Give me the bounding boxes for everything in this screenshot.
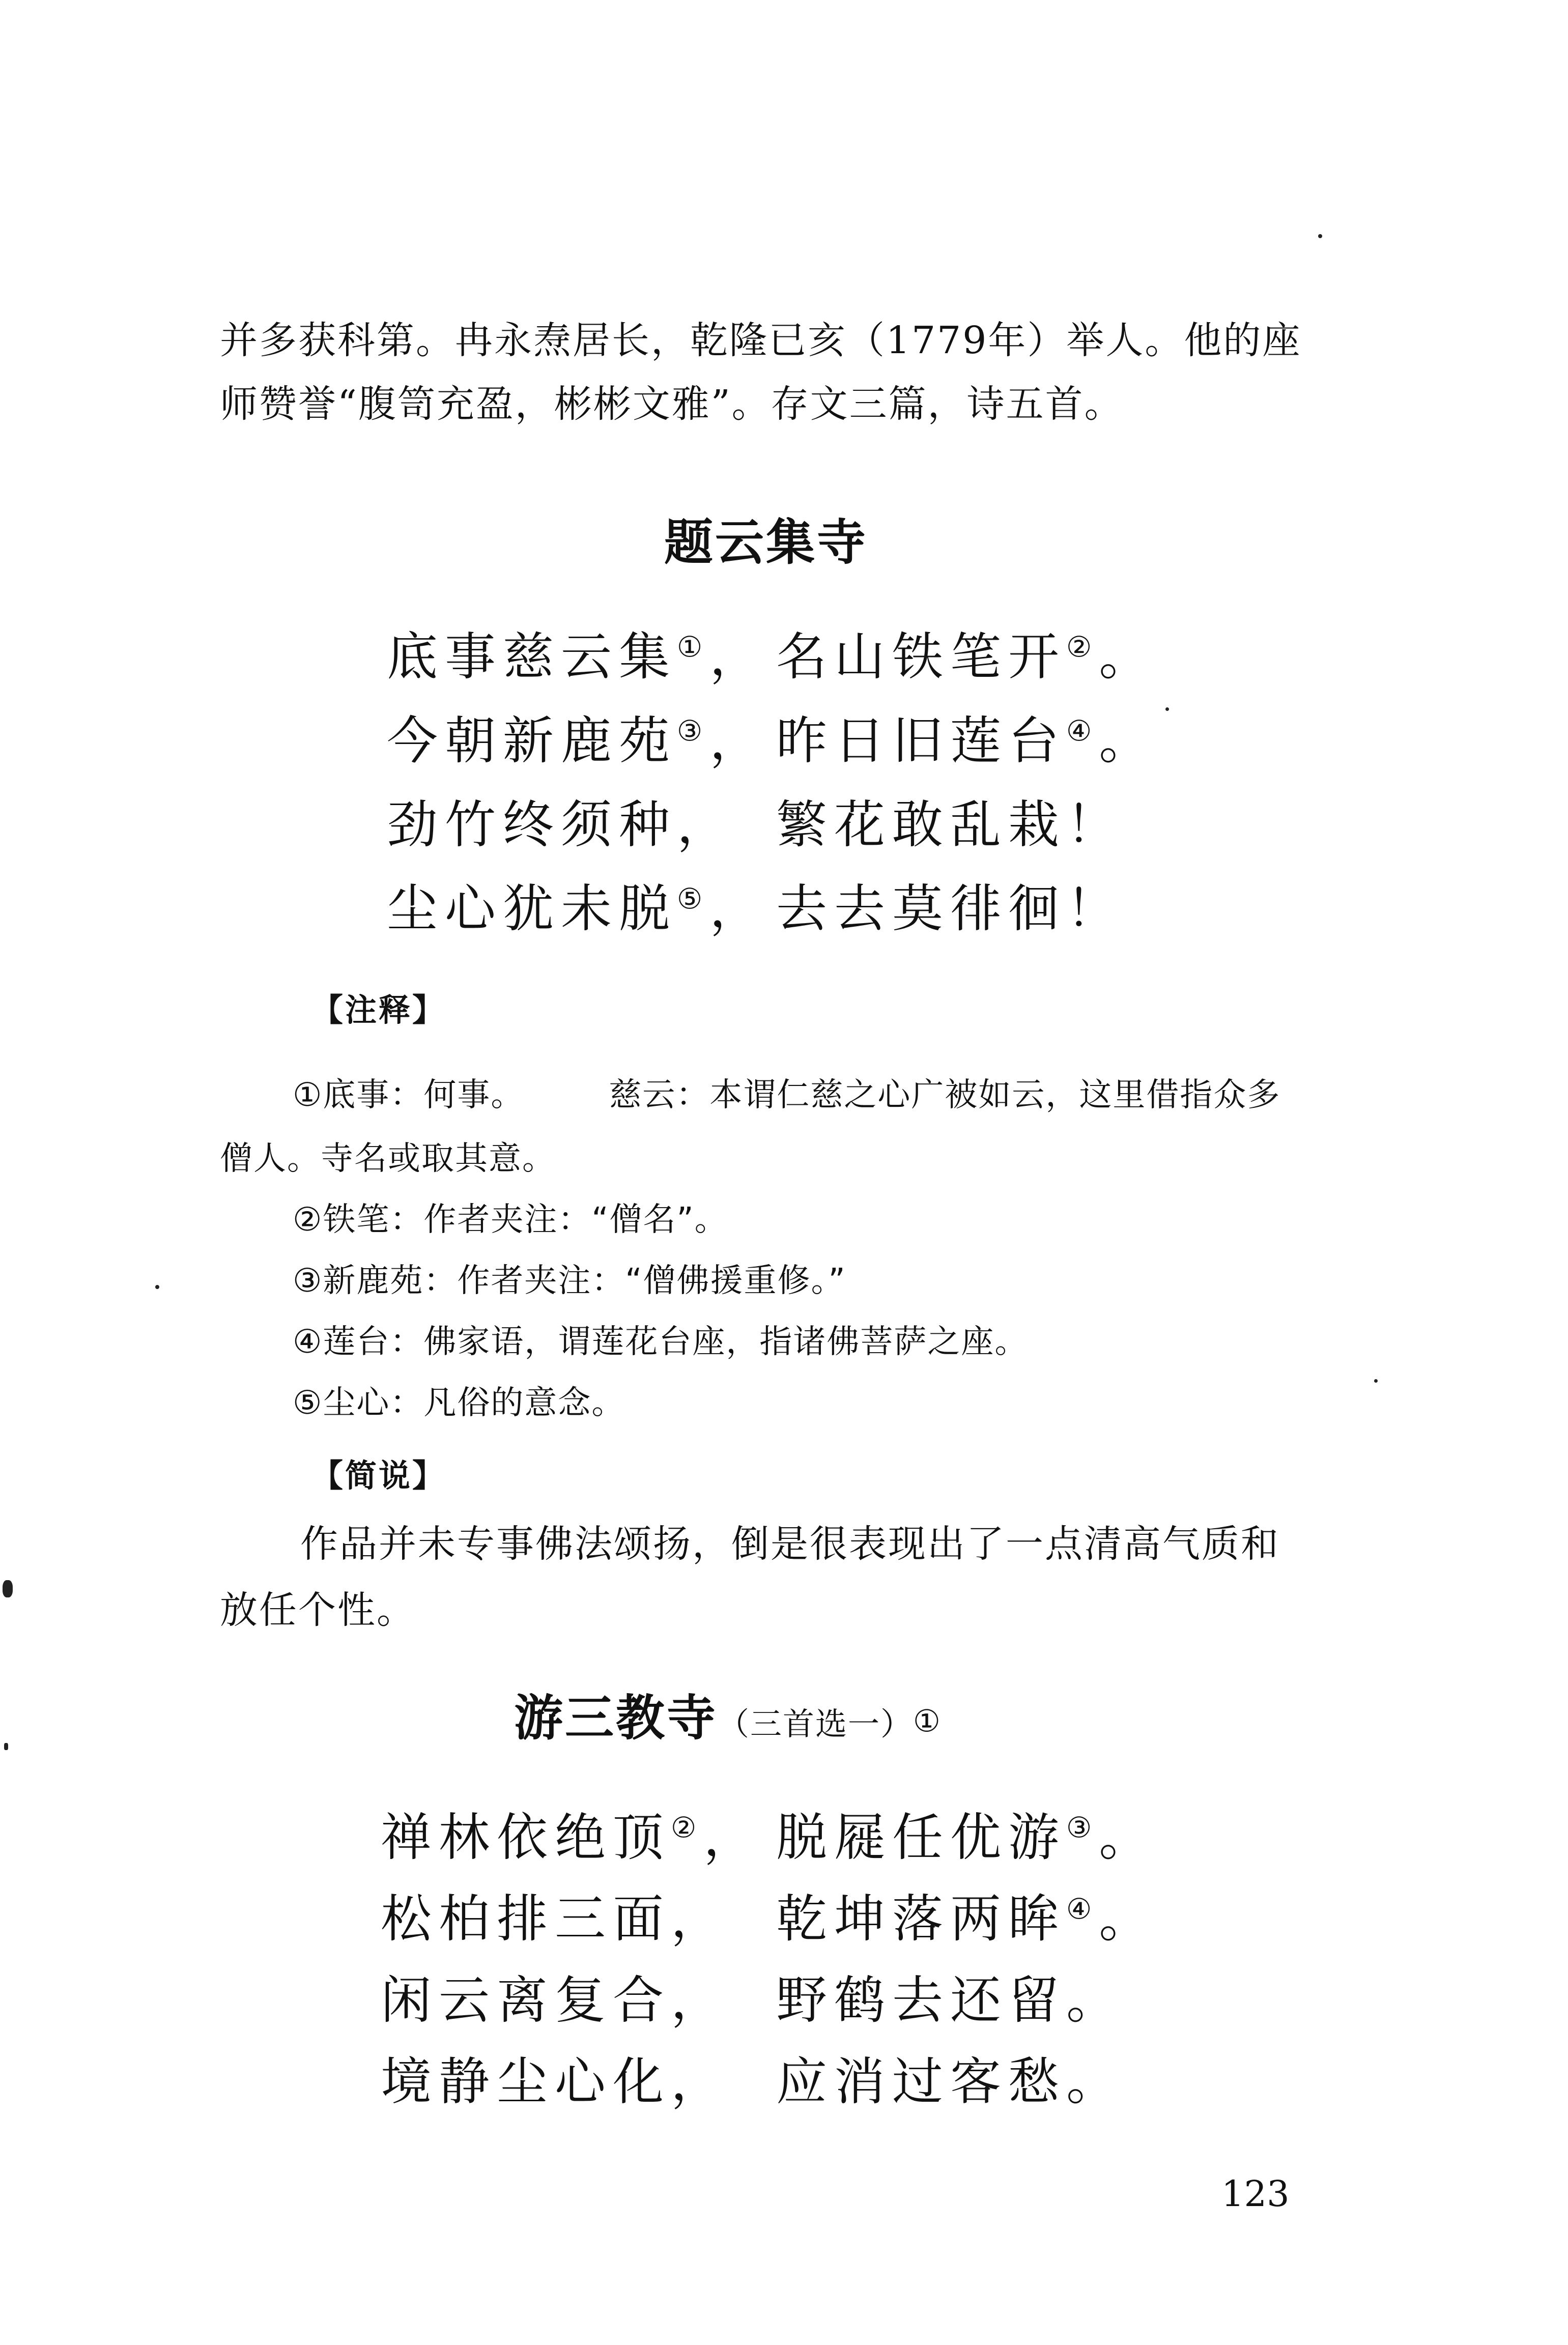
poem2-line2-left: 松柏排三面: [381, 1889, 671, 1949]
end-punct: 。: [1099, 627, 1157, 687]
note-3: ③新鹿苑：作者夹注：“僧佛援重修。”: [293, 1262, 846, 1300]
poem1-line-3-right: [776, 784, 1124, 857]
poem1-line1-left: 底事慈云集: [387, 627, 677, 687]
poem1-line4-right: 去去莫徘徊: [776, 879, 1066, 938]
comma: ，: [709, 711, 768, 770]
poem2-line3-left: 闲云离复合: [381, 1970, 671, 2030]
footnote-marker: ③: [1066, 1811, 1099, 1845]
end-punct: 。: [1099, 711, 1157, 770]
comma: ，: [671, 2052, 729, 2111]
poem1-line-2: [387, 700, 767, 773]
footnote-marker: ⑤: [677, 882, 710, 916]
footnote-marker: ④: [1066, 1893, 1099, 1926]
poem2-title: 游三教寺: [514, 1690, 718, 1747]
poem2-line-3-right: [776, 1959, 1124, 2033]
footnote-marker: ②: [671, 1811, 704, 1845]
poem2-line-3: [381, 1959, 729, 2033]
end-punct: 。: [1099, 1889, 1157, 1949]
poem2-line-2-right: [776, 1878, 1157, 1951]
comma: ，: [671, 1889, 729, 1949]
scan-speck: [155, 1285, 159, 1289]
note-1-cont: 僧人。寺名或取其意。: [220, 1140, 556, 1178]
comma: ，: [677, 795, 735, 854]
poem2-line2-right: 乾坤落两眸: [776, 1889, 1066, 1949]
end-punct: 。: [1066, 2052, 1124, 2111]
commentary-line-2: 放任个性。: [220, 1588, 416, 1632]
comma: ，: [709, 879, 768, 938]
poem1-line3-right: 繁花敢乱栽: [776, 795, 1066, 854]
note-1: ①底事：何事。 慈云：本谓仁慈之心广被如云，这里借指众多: [293, 1076, 1281, 1114]
poem1-line-3: [387, 784, 735, 857]
intro-line-1: 并多获科第。冉永焘居长，乾隆已亥（1779年）举人。他的座: [220, 319, 1302, 362]
poem1-line-2-right: [776, 700, 1157, 773]
footnote-marker: ②: [1066, 631, 1099, 664]
poem1-line4-left: 尘心犹未脱: [387, 879, 677, 938]
poem1-line3-left: 劲竹终须种: [387, 795, 677, 854]
page-number: 123: [1221, 2173, 1290, 2215]
footnote-marker: ④: [1066, 714, 1099, 748]
footnote-marker: ①: [677, 631, 710, 664]
poem2-line1-right: 脱屣任优游: [776, 1808, 1066, 1867]
poem2-line-2: [381, 1878, 729, 1951]
poem1-line2-right: 昨日旧莲台: [776, 711, 1066, 770]
poem1-line-4-right: [776, 868, 1124, 941]
poem1-line2-left: 今朝新鹿苑: [387, 711, 677, 770]
comma: ，: [671, 1970, 729, 2030]
commentary-heading: 【简说】: [311, 1457, 446, 1494]
poem2-line4-right: 应消过客愁: [776, 2052, 1066, 2111]
poem2-line-4-right: [776, 2041, 1124, 2114]
end-punct: ！: [1066, 879, 1124, 938]
poem2-line-1: [381, 1796, 761, 1870]
poem1-line-1-right: [776, 616, 1157, 689]
footnote-marker: ①: [913, 1703, 940, 1739]
poem2-line1-left: 禅林依绝顶: [381, 1808, 671, 1867]
note-5: ⑤尘心：凡俗的意念。: [293, 1384, 625, 1422]
commentary-line-1: 作品并未专事佛法颂扬，倒是很表现出了一点清高气质和: [300, 1522, 1280, 1566]
poem2-line4-left: 境静尘心化: [381, 2052, 671, 2111]
end-punct: ！: [1066, 795, 1124, 854]
footnote-marker: ③: [677, 714, 710, 748]
notes-heading: 【注释】: [311, 991, 446, 1028]
poem2-line-1-right: [776, 1796, 1157, 1870]
note-4: ④莲台：佛家语，谓莲花台座，指诸佛菩萨之座。: [293, 1323, 1029, 1361]
poem2-title-row: [514, 1679, 940, 1749]
poem2-line-4: [381, 2041, 729, 2114]
poem1-line-1: [387, 616, 767, 689]
poem2-subtitle: （三首选一）: [718, 1705, 914, 1742]
comma: ，: [709, 627, 768, 687]
poem2-line3-right: 野鹤去还留: [776, 1970, 1066, 2030]
intro-line-2: 师赞誉“腹笥充盈，彬彬文雅”。存文三篇，诗五首。: [220, 382, 1124, 426]
scan-speck: [1165, 707, 1169, 711]
scan-speck: [1374, 1379, 1378, 1383]
poem1-title: 题云集寺: [664, 514, 868, 571]
note-2: ②铁笔：作者夹注：“僧名”。: [293, 1201, 728, 1239]
scan-edge-mark: [3, 1580, 13, 1597]
poem1-line1-right: 名山铁笔开: [776, 627, 1066, 687]
scan-speck: [1318, 234, 1322, 238]
comma: ，: [703, 1808, 762, 1867]
end-punct: 。: [1099, 1808, 1157, 1867]
scan-edge-mark: [4, 1743, 8, 1750]
poem1-line-4: [387, 868, 767, 941]
end-punct: 。: [1066, 1970, 1124, 2030]
